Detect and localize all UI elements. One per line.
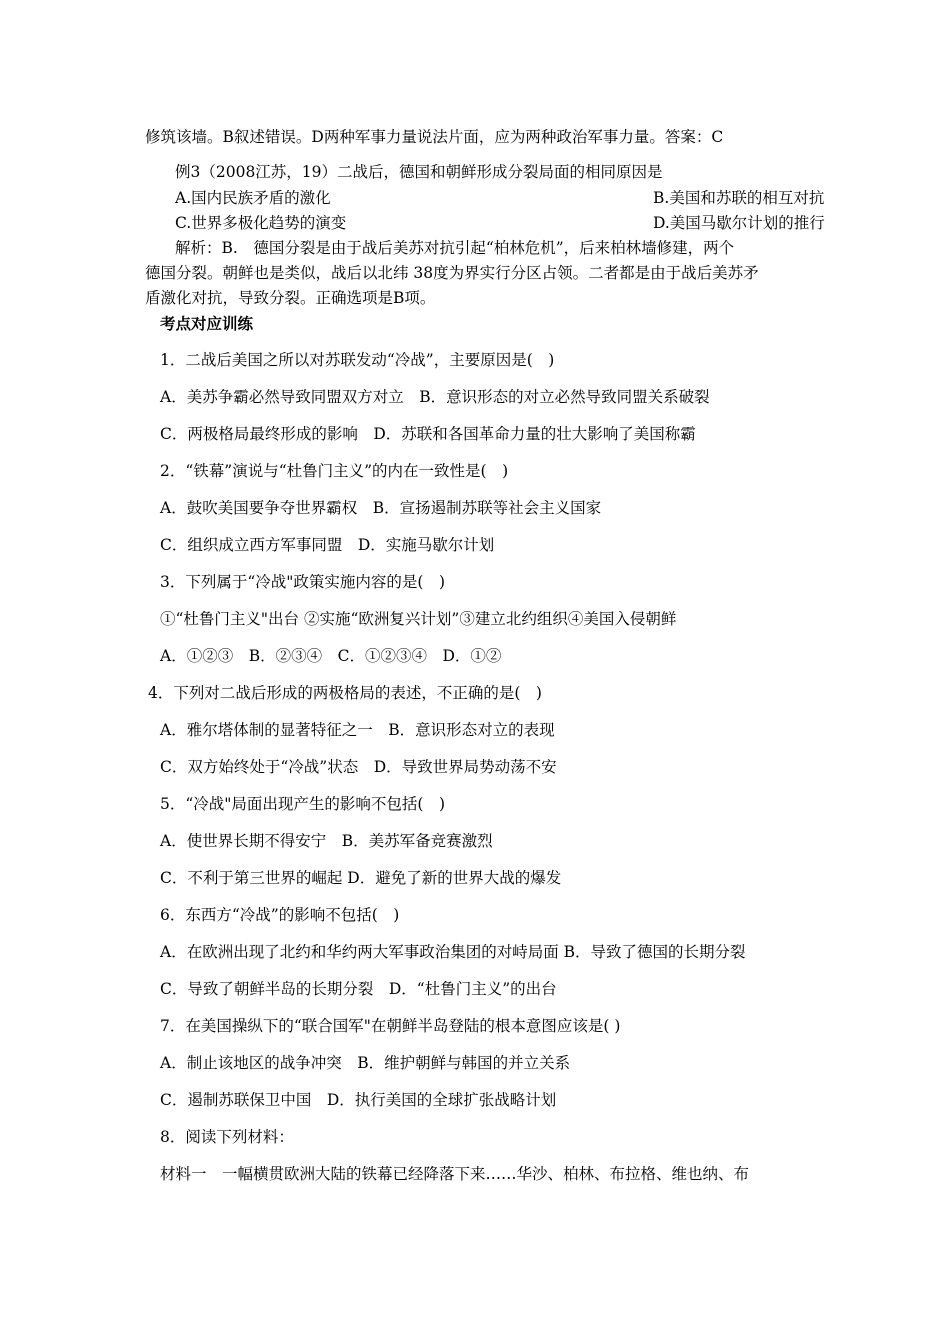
intro-line: 修筑该墙。B叙述错误。D两种军事力量说法片面，应为两种政治军事力量。答案：C — [145, 128, 724, 146]
question-stem: 7．在美国操纵下的“联合国军"在朝鲜半岛登陆的根本意图应该是( ) — [160, 1017, 621, 1035]
example-stem: 例3（2008江苏，19）二战后，德国和朝鲜形成分裂局面的相同原因是 — [175, 163, 663, 181]
question-stem: 1．二战后美国之所以对苏联发动“冷战”，主要原因是( ) — [160, 351, 555, 369]
example-option-c: C.世界多极化趋势的演变 — [175, 214, 347, 232]
question-options: C．组织成立西方军事同盟 D．实施马歇尔计划 — [160, 536, 495, 554]
analysis-line: 德国分裂。朝鲜也是类似，战后以北纬 38度为界实行分区占领。二者都是由于战后美苏矛 — [145, 264, 759, 282]
question-options: C．不利于第三世界的崛起 D．避免了新的世界大战的爆发 — [160, 869, 562, 887]
section-title: 考点对应训练 — [160, 314, 254, 333]
question-stem: 6．东西方“冷战”的影响不包括( ) — [160, 906, 400, 924]
material-text: 材料一 一幅横贯欧洲大陆的铁幕已经降落下来……华沙、柏林、布拉格、维也纳、布 — [160, 1165, 750, 1183]
question-stem: 8．阅读下列材料： — [160, 1128, 294, 1146]
question-options: A．①②③ B．②③④ C．①②③④ D．①② — [160, 647, 502, 665]
question-options: A．在欧洲出现了北约和华约两大军事政治集团的对峙局面 B．导致了德国的长期分裂 — [160, 943, 746, 961]
question-stem: 4．下列对二战后形成的两极格局的表述，不正确的是( ) — [148, 684, 542, 702]
question-stem: 3．下列属于“冷战"政策实施内容的是( ) — [160, 573, 446, 591]
question-stem: 5．“冷战"局面出现产生的影响不包括( ) — [160, 795, 446, 813]
question-options: A．制止该地区的战争冲突 B．维护朝鲜与韩国的并立关系 — [160, 1054, 571, 1072]
example-option-d: D.美国马歇尔计划的推行 — [653, 214, 825, 232]
example-option-b: B.美国和苏联的相互对抗 — [653, 189, 825, 207]
question-options: A．雅尔塔体制的显著特征之一 B．意识形态对立的表现 — [160, 721, 555, 739]
question-options: ①“杜鲁门主义"出台 ②实施“欧洲复兴计划”③建立北约组织④美国入侵朝鲜 — [160, 610, 677, 628]
analysis-line: 盾激化对抗，导致分裂。正确选项是B项。 — [145, 289, 436, 307]
question-options: A．使世界长期不得安宁 B．美苏军备竞赛激烈 — [160, 832, 493, 850]
question-options: A．美苏争霸必然导致同盟双方对立 B．意识形态的对立必然导致同盟关系破裂 — [160, 388, 710, 406]
question-options: C．两极格局最终形成的影响 D．苏联和各国革命力量的壮大影响了美国称霸 — [160, 425, 696, 443]
example-option-a: A.国内民族矛盾的激化 — [175, 189, 331, 207]
question-options: C．导致了朝鲜半岛的长期分裂 D．“杜鲁门主义”的出台 — [160, 980, 557, 998]
question-options: C．遏制苏联保卫中国 D．执行美国的全球扩张战略计划 — [160, 1091, 557, 1109]
question-options: C．双方始终处于“冷战”状态 D．导致世界局势动荡不安 — [160, 758, 557, 776]
question-stem: 2．“铁幕”演说与“杜鲁门主义”的内在一致性是( ) — [160, 462, 509, 480]
question-options: A．鼓吹美国要争夺世界霸权 B．宣扬遏制苏联等社会主义国家 — [160, 499, 602, 517]
example-option-row — [175, 188, 825, 208]
analysis-line: 解析：B. 德国分裂是由于战后美苏对抗引起“柏林危机”，后来柏林墙修建，两个 — [175, 239, 735, 257]
example-option-row — [175, 213, 825, 233]
